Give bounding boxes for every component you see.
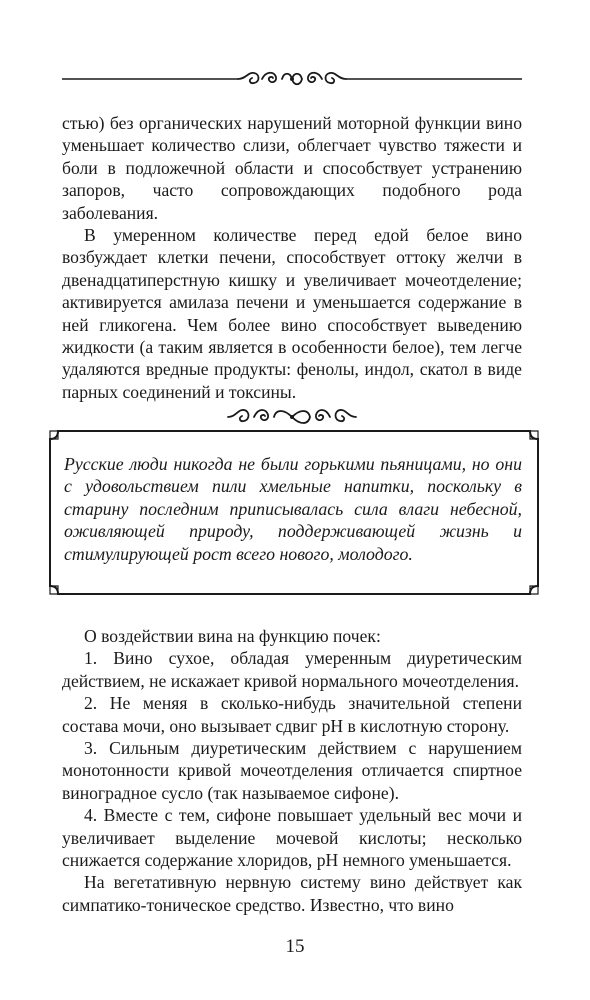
page-number: 15	[285, 936, 305, 957]
paragraph: На вегетативную нервную систему вино действует как симпатико-тоническое средство. Известно, что вино	[62, 872, 522, 915]
paragraph: В умеренном количестве перед едой белое вино возбуждает клетки печени, способствует оттоку желчи в двенадцатиперстную кишку и увеличивает мочеотделение; активируется амилаза печени и уменьшается содержание в ней гликогена. Чем более вино способствует выведению жидкости (а таким является в особенности белое), тем легче удаляются вредные продукты: фенолы, индол, скатол в виде парных соединений и токсины.	[62, 225, 522, 402]
body-text-bottom	[62, 625, 522, 916]
paragraph: 3. Сильным диуретическим действием с нарушением монотонности кривой мочеотделения отличается спиртное виноградное сусло (так называемое сифоне).	[62, 738, 522, 803]
header-ornament-icon	[62, 68, 522, 90]
paragraph: стью) без органических нарушений моторной функции вино уменьшает количество слизи, облегчает чувство тяжести и боли в подложечной области и способствует устранению запоров, часто сопровождающих подобного рода заболевания.	[62, 113, 522, 223]
quote-text: Русские люди никогда не были горькими пьяницами, но они с удовольствием пили хмельные напитки, поскольку в старину последним приписывалась сила влаги небесной, оживляющей природу, поддерживающей жизнь и стимулирующей рост всего нового, молодого.	[64, 454, 522, 564]
paragraph: 2. Не меняя в сколько-нибудь значительной степени состава мочи, оно вызывает сдвиг pH в кислотную сторону.	[62, 693, 522, 736]
paragraph: 1. Вино сухое, обладая умеренным диуретическим действием, не искажает кривой нормального мочеотделения.	[62, 648, 522, 691]
body-text-top	[62, 112, 522, 403]
paragraph: 4. Вместе с тем, сифоне повышает удельный вес мочи и увеличивает выделение мочевой кислоты; несколько снижается содержание хлоридов, pH немного уменьшается.	[62, 805, 522, 871]
pull-quote	[64, 453, 522, 565]
paragraph: О воздействии вина на функцию почек:	[84, 626, 381, 646]
